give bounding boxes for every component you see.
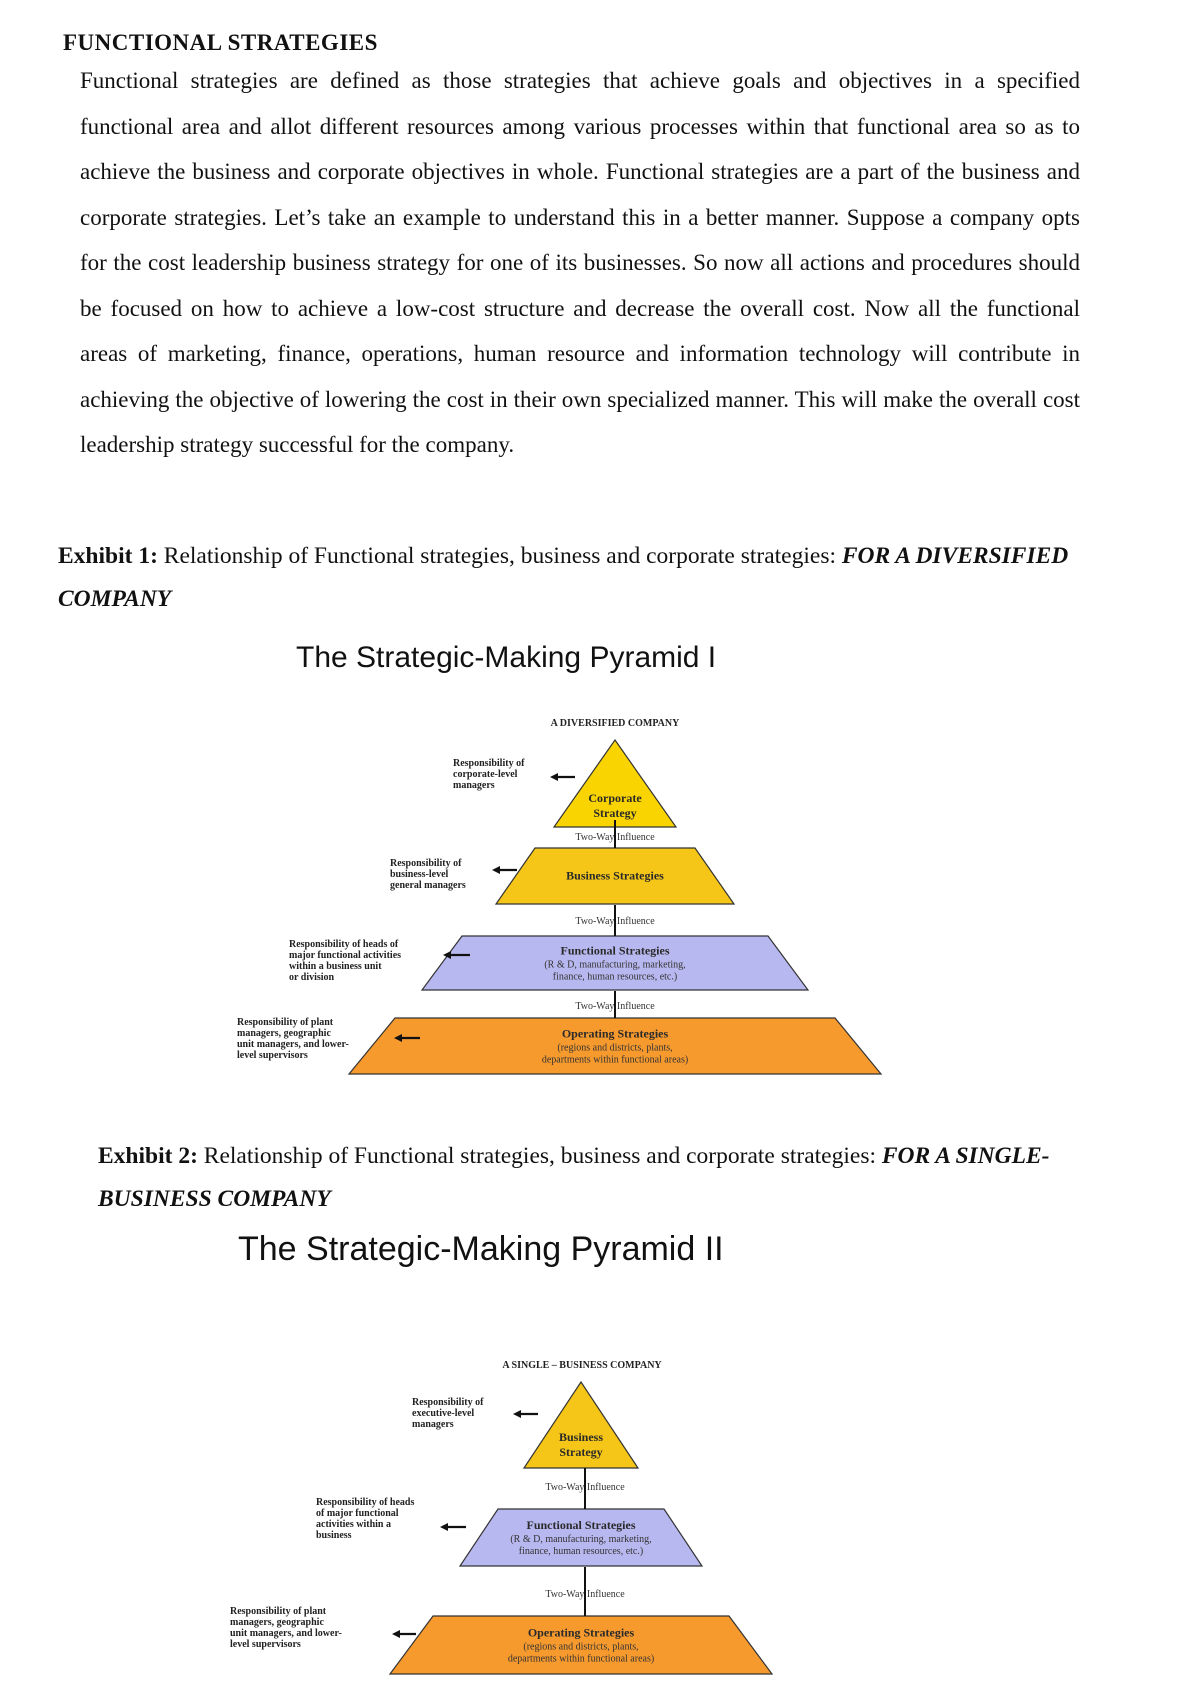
responsibility-label: unit managers, and lower- <box>230 1628 342 1639</box>
exhibit-2-label: Exhibit 2: <box>98 1143 198 1169</box>
responsibility-label: Responsibility of <box>412 1397 484 1408</box>
two-way-influence-label: Two-Way Influence <box>545 1482 625 1493</box>
responsibility-label: activities within a <box>316 1519 391 1530</box>
responsibility-label: managers <box>453 780 495 791</box>
arrow-head <box>392 1630 400 1638</box>
responsibility-label: major functional activities <box>289 950 402 961</box>
tier-subtitle: (regions and districts, plants, <box>557 1042 673 1054</box>
tier-title: Business <box>558 1430 604 1444</box>
responsibility-label: of major functional <box>316 1508 399 1519</box>
tier-subtitle: (regions and districts, plants, <box>523 1641 639 1653</box>
intro-paragraph: Functional strategies are defined as those strategies that achieve goals and objectives in a specified functional area and allot different resources among various processes within that functional area so as to achieve the business and corporate objectives in whole. Functional strategies are a part of the business and corporate strategies. Let’s take an example to understand this in a better manner. Suppose a company opts for the cost leadership business strategy for one of its businesses. So now all actions and procedures should be focused on how to achieve a low-cost structure and decrease the overall cost. Now all the functional areas of marketing, finance, operations, human resource and information technology will contribute in achieving the objective of lowering the cost in their own specialized manner. This will make the overall cost leadership strategy successful for the company. <box>80 68 1080 457</box>
responsibility-label: corporate-level <box>453 769 518 780</box>
responsibility-label: Responsibility of plant <box>230 1606 327 1617</box>
exhibit-1-label: Exhibit 1: <box>58 543 158 569</box>
responsibility-label: Responsibility of plant <box>237 1017 334 1028</box>
responsibility-label: level supervisors <box>230 1639 301 1650</box>
tier-title: Functional Strategies <box>560 943 670 958</box>
arrow-head <box>513 1410 521 1418</box>
pyramid-2-title: The Strategic-Making Pyramid II <box>238 1230 724 1268</box>
exhibit-2-text: Relationship of Functional strategies, business and corporate strategies: <box>197 1143 882 1169</box>
responsibility-label: Responsibility of <box>390 858 462 869</box>
responsibility-label: Responsibility of heads <box>316 1497 415 1508</box>
two-way-influence-label: Two-Way Influence <box>575 1001 655 1012</box>
company-label: A SINGLE – BUSINESS COMPANY <box>502 1360 662 1371</box>
two-way-influence-label: Two-Way Influence <box>545 1589 625 1600</box>
tier-title: Strategy <box>593 806 637 820</box>
two-way-influence-label: Two-Way Influence <box>575 832 655 843</box>
responsibility-label: managers, geographic <box>237 1028 331 1039</box>
responsibility-label: Responsibility of heads of <box>289 939 399 950</box>
responsibility-label: level supervisors <box>237 1050 308 1061</box>
tier-subtitle: (R & D, manufacturing, marketing, <box>510 1534 652 1545</box>
tier-subtitle: finance, human resources, etc.) <box>552 971 678 983</box>
exhibit-1-text: Relationship of Functional strategies, business and corporate strategies: <box>157 543 842 569</box>
tier-title: Functional Strategies <box>526 1518 636 1532</box>
two-way-influence-label: Two-Way Influence <box>575 916 655 927</box>
tier-title: Operating Strategies <box>561 1026 669 1041</box>
tier-subtitle: finance, human resources, etc.) <box>518 1546 644 1557</box>
arrow-head <box>440 1523 448 1531</box>
section-title: FUNCTIONAL STRATEGIES <box>63 30 378 55</box>
tier-subtitle: (R & D, manufacturing, marketing, <box>544 959 686 971</box>
tier-title: Corporate <box>588 791 642 805</box>
responsibility-label: general managers <box>390 880 466 891</box>
tier-title: Operating Strategies <box>527 1625 635 1640</box>
exhibit-2-emphasis: FOR A SINGLE-BUSINESS COMPANY <box>98 1143 1050 1212</box>
responsibility-label: managers <box>412 1419 454 1430</box>
responsibility-label: executive-level <box>412 1408 475 1419</box>
responsibility-label: unit managers, and lower- <box>237 1039 349 1050</box>
responsibility-label: or division <box>289 972 335 983</box>
tier-title: Strategy <box>559 1445 603 1459</box>
tier-title: Business Strategies <box>566 868 664 883</box>
company-label: A DIVERSIFIED COMPANY <box>550 718 680 729</box>
responsibility-label: business <box>316 1530 352 1541</box>
responsibility-label: Responsibility of <box>453 758 525 769</box>
responsibility-label: business-level <box>390 869 449 880</box>
tier-subtitle: departments within functional areas) <box>507 1653 655 1665</box>
pyramid-1-title: The Strategic-Making Pyramid I <box>296 641 717 674</box>
responsibility-label: within a business unit <box>289 961 382 972</box>
exhibit-1-emphasis: FOR A DIVERSIFIED COMPANY <box>58 543 1069 612</box>
responsibility-label: managers, geographic <box>230 1617 324 1628</box>
tier-subtitle: departments within functional areas) <box>541 1054 689 1066</box>
